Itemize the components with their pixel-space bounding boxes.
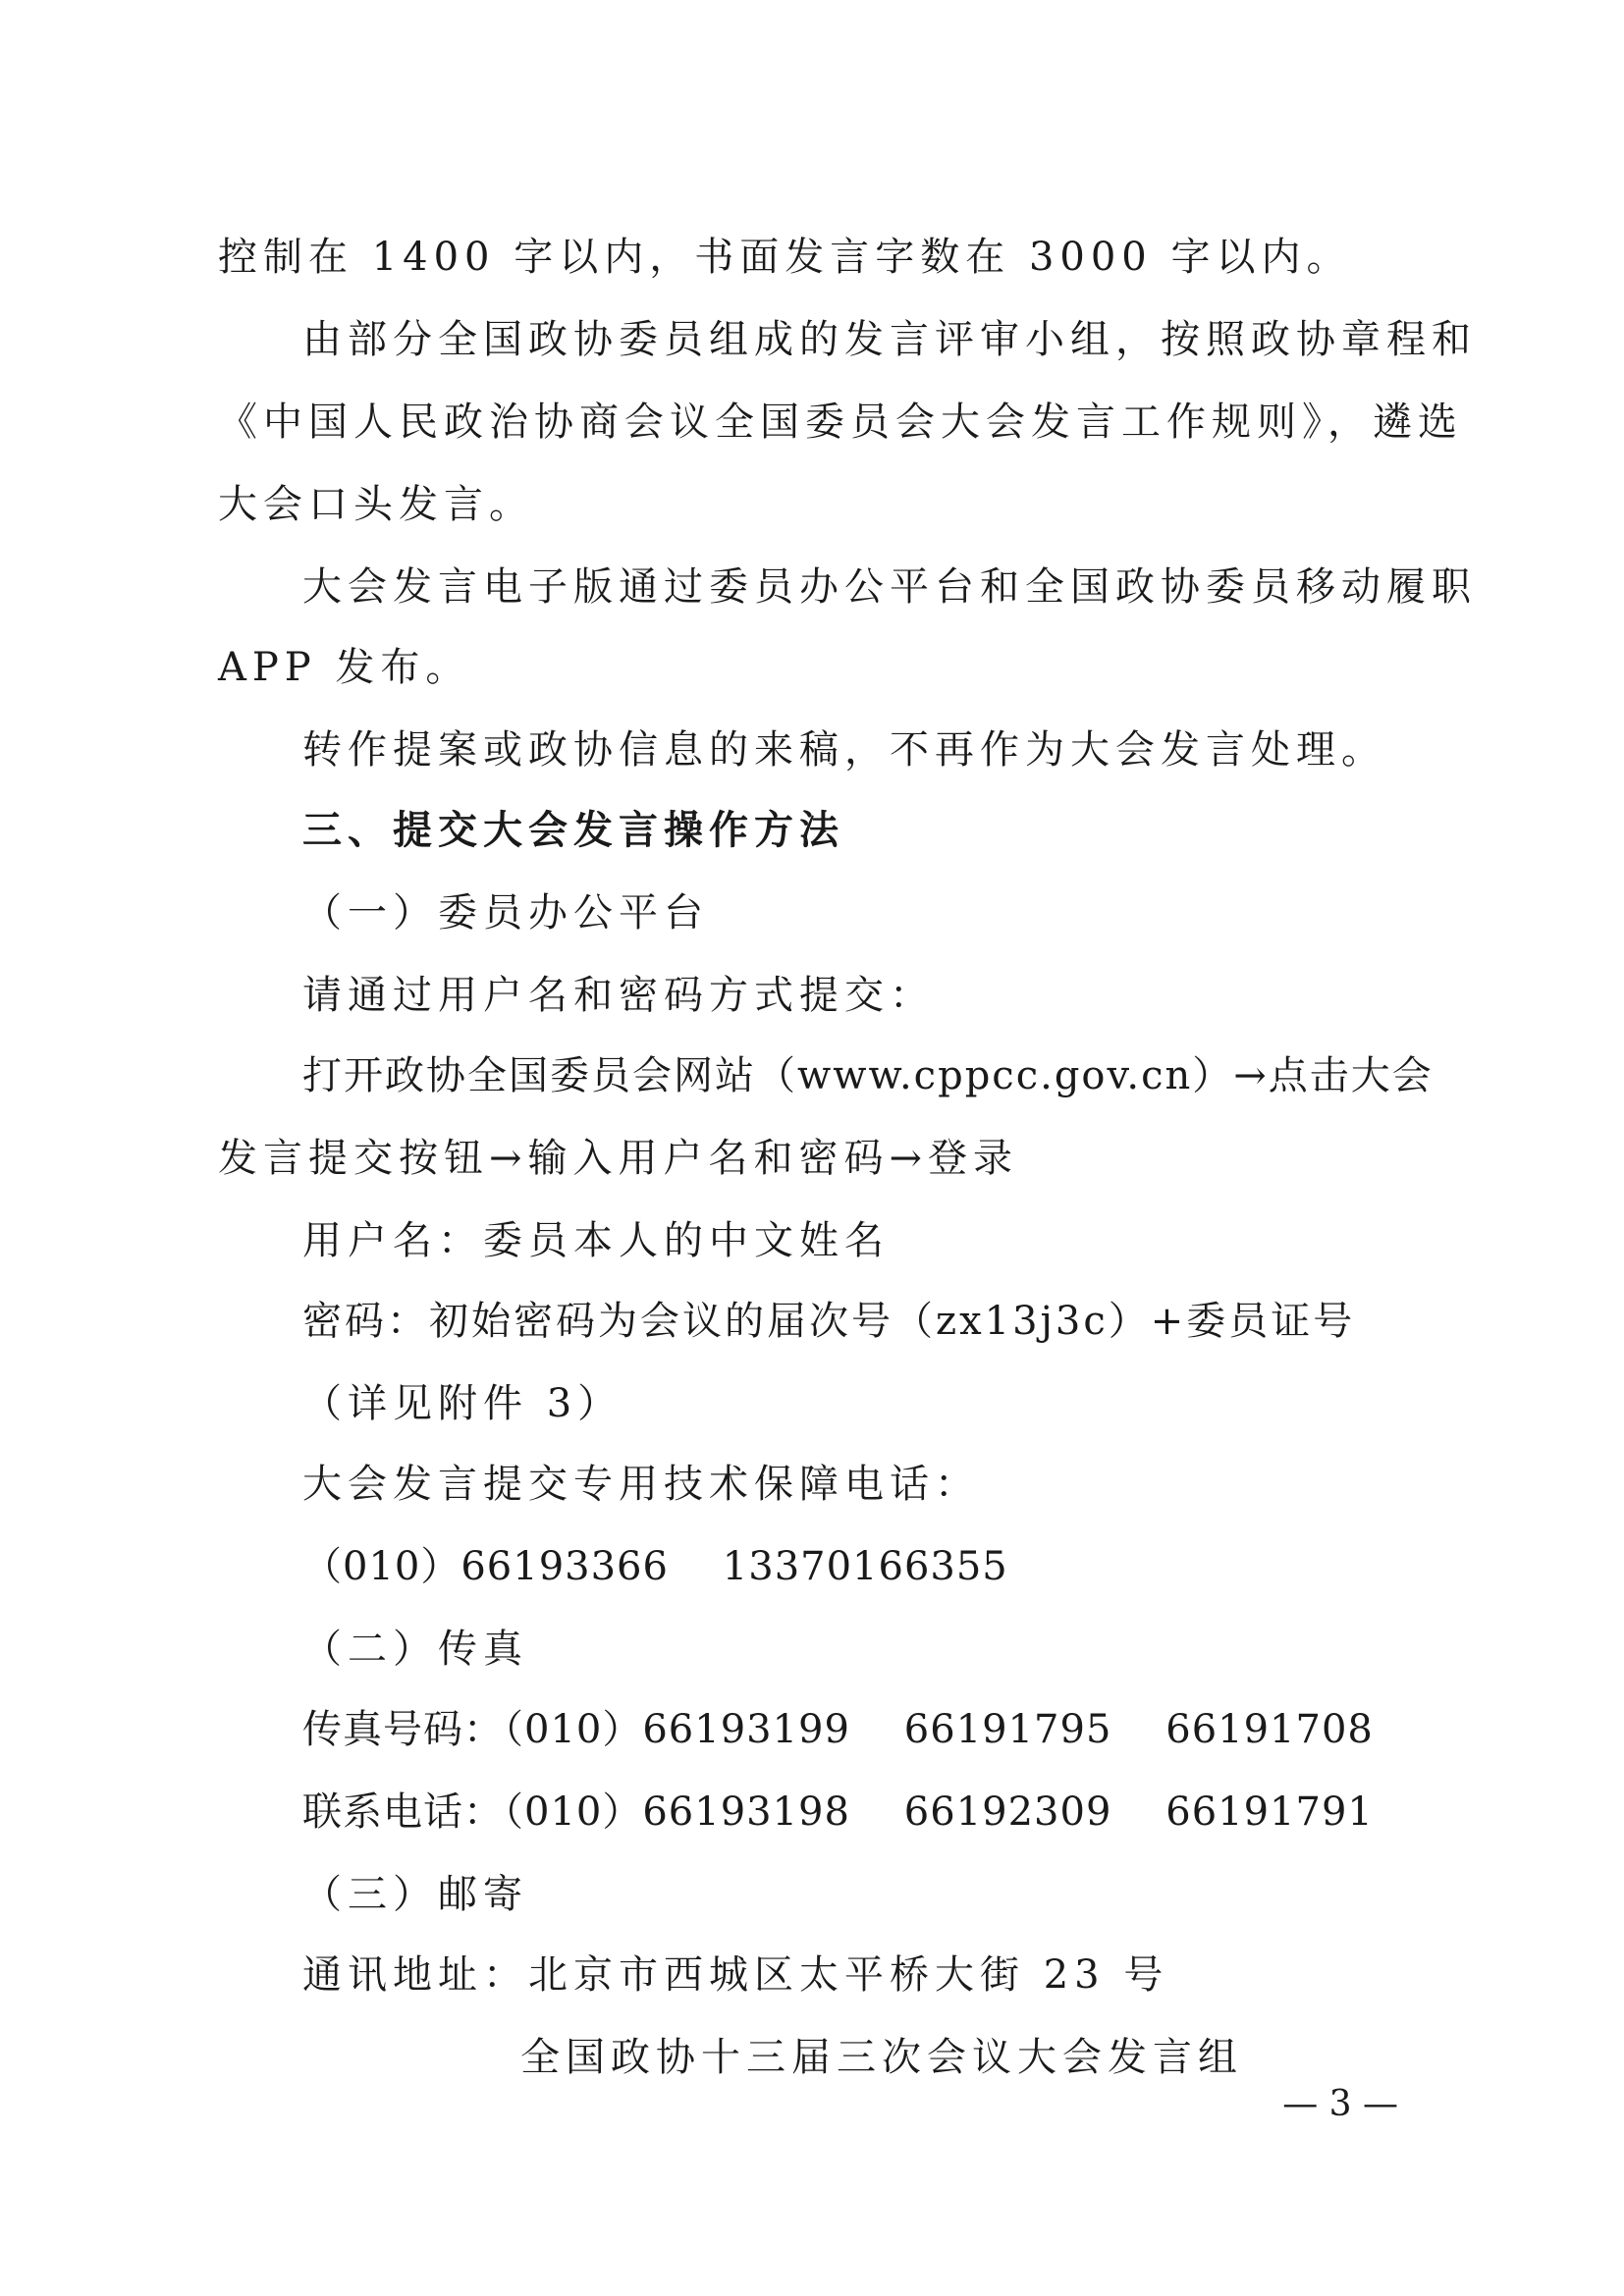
contact-phones: 联系电话：（010）66193198 66192309 66191791 [302,1789,1374,1835]
mailing-recipient: 全国政协十三届三次会议大会发言组 [520,2035,1243,2080]
subsection-heading: （一）委员办公平台 [302,890,709,935]
paragraph-line: 大会发言电子版通过委员办公平台和全国政协委员移动履职 [302,564,1477,610]
password-text: 密码：初始密码为会议的届次号（zx13j3c）+委员证号 [302,1299,1356,1344]
mailing-address: 通讯地址：北京市西城区太平桥大街 23 号 [302,1952,1169,1998]
username-text: 用户名：委员本人的中文姓名 [302,1218,890,1263]
page-number: — 3 — [1282,2084,1398,2124]
paragraph-line: 控制在 1400 字以内，书面发言字数在 3000 字以内。 [218,235,1352,280]
section-heading: 三、提交大会发言操作方法 [302,808,844,853]
paragraph-line: APP 发布。 [218,645,471,690]
fax-numbers: 传真号码：（010）66193199 66191795 66191708 [302,1707,1374,1752]
instruction-text: 请通过用户名和密码方式提交： [302,973,935,1018]
attachment-note: （详见附件 3） [302,1381,623,1426]
support-label: 大会发言提交专用技术保障电话： [302,1462,980,1507]
paragraph-line: 《中国人民政治协商会议全国委员会大会发言工作规则》，遴选 [218,400,1463,445]
paragraph-line: 由部分全国政协委员组成的发言评审小组，按照政协章程和 [302,317,1477,362]
subsection-heading: （三）邮寄 [302,1872,528,1917]
steps-line: 发言提交按钮→输入用户名和密码→登录 [218,1136,1019,1181]
subsection-heading: （二）传真 [302,1627,528,1672]
paragraph-line: 大会口头发言。 [218,482,534,527]
support-phones: （010）66193366 13370166355 [302,1544,1008,1589]
paragraph-line: 转作提案或政协信息的来稿，不再作为大会发言处理。 [302,727,1386,773]
steps-line: 打开政协全国委员会网站（www.cppcc.gov.cn）→点击大会 [302,1053,1434,1098]
